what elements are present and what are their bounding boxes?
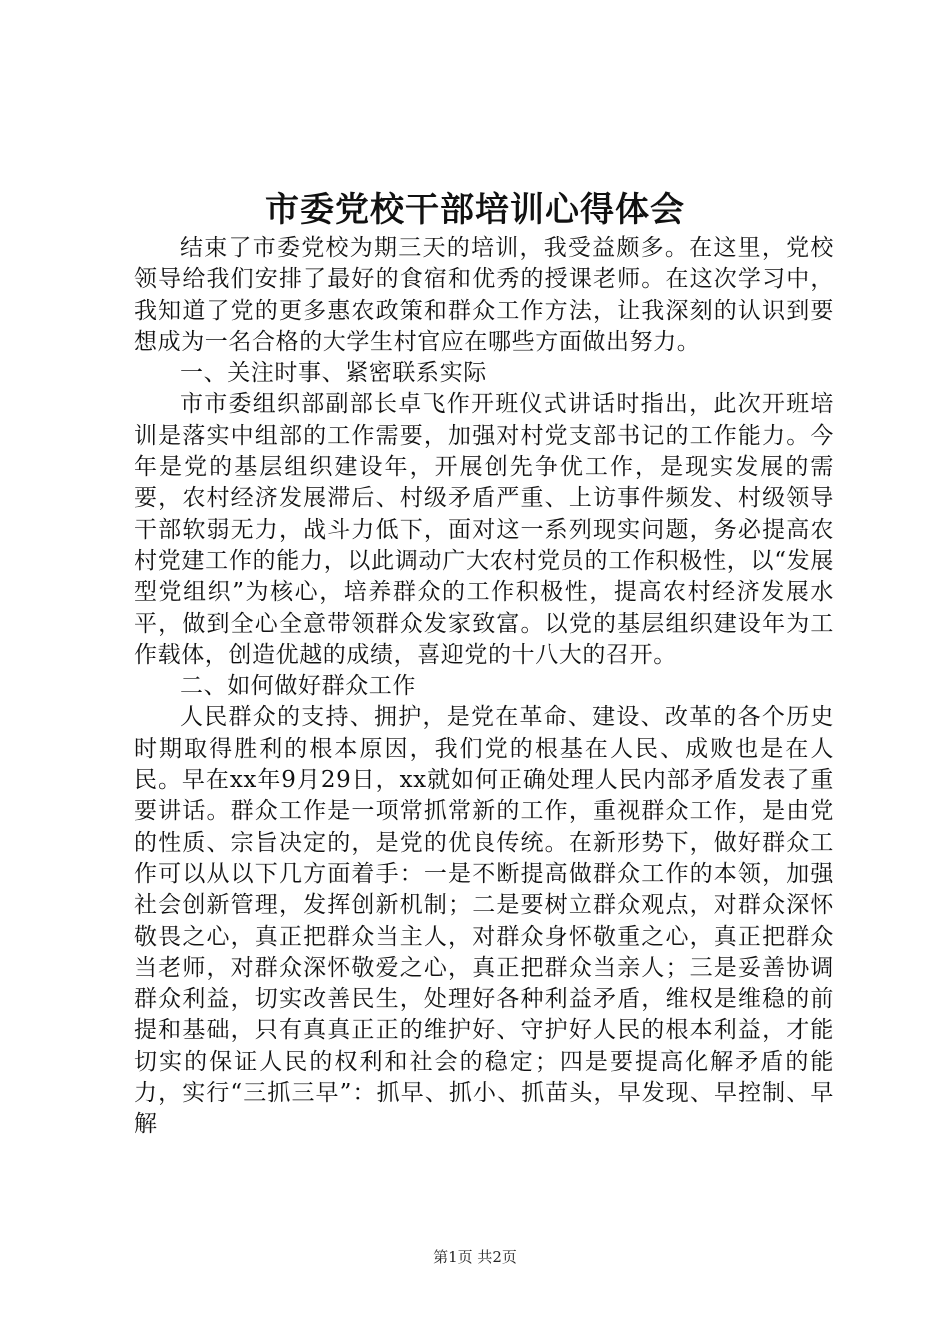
document-body [134, 233, 834, 1141]
section-2-paragraph: 人民群众的支持、拥护，是党在革命、建设、改革的各个历史时期取得胜利的根本原因，我们党的根基在人民、成败也是在人民。早在xx年9月29日，xx就如何正确处理人民内部矛盾发表了重要讲话。群众工作是一项常抓常新的工作，重视群众工作，是由党的性质、宗旨决定的，是党的优良传统。在新形势下，做好群众工作可以从以下几方面着手：一是不断提高做群众工作的本领，加强社会创新管理，发挥创新机制；二是要树立群众观点，对群众深怀敬畏之心，真正把群众当主人，对群众身怀敬重之心，真正把群众当老师，对群众深怀敬爱之心，真正把群众当亲人；三是妥善协调群众利益，切实改善民生，处理好各种利益矛盾，维权是维稳的前提和基础，只有真真正正的维护好、守护好人民的根本利益，才能切实的保证人民的权利和社会的稳定；四是要提高化解矛盾的能力，实行“三抓三早”：抓早、抓小、抓苗头，早发现、早控制、早解 [134, 704, 834, 1138]
page-number-footer: 第1页 共2页 [433, 1248, 517, 1266]
document-title: 市委党校干部培训心得体会 [265, 190, 685, 230]
section-heading-1: 一、关注时事、紧密联系实际 [180, 360, 487, 387]
section-1-paragraph: 市市委组织部副部长卓飞作开班仪式讲话时指出，此次开班培训是落实中组部的工作需要，加强对村党支部书记的工作能力。今年是党的基层组织建设年，开展创先争优工作，是现实发展的需要，农村经济发展滞后、村级矛盾严重、上访事件频发、村级领导干部软弱无力，战斗力低下，面对这一系列现实问题，务必提高农村党建工作的能力，以此调动广大农村党员的工作积极性，以“发展型党组织”为核心，培养群众的工作积极性，提高农村经济发展水平，做到全心全意带领群众发家致富。以党的基层组织建设年为工作载体，创造优越的成绩，喜迎党的十八大的召开。 [134, 391, 834, 668]
section-heading-2: 二、如何做好群众工作 [180, 673, 416, 700]
intro-paragraph: 结束了市委党校为期三天的培训，我受益颇多。在这里，党校领导给我们安排了最好的食宿和优秀的授课老师。在这次学习中，我知道了党的更多惠农政策和群众工作方法，让我深刻的认识到要想成为一名合格的大学生村官应在哪些方面做出努力。 [134, 235, 834, 355]
